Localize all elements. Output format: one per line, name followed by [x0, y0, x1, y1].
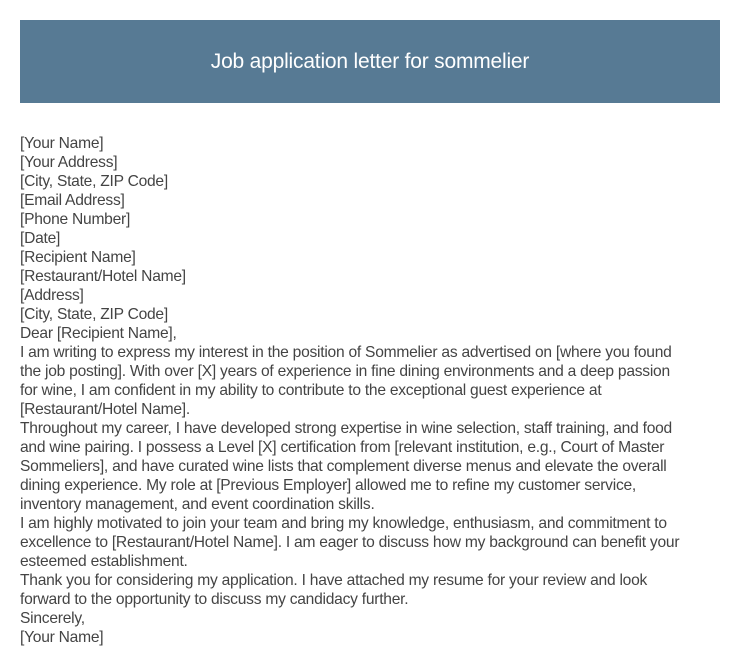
paragraph-line: dining experience. My role at [Previous Employer] allowed me to refine my customer service,	[20, 477, 636, 494]
paragraph-line: esteemed establishment.	[20, 553, 188, 570]
recipient-city-state-zip: [City, State, ZIP Code]	[20, 306, 168, 323]
recipient-block	[20, 248, 722, 324]
paragraph-line: and wine pairing. I possess a Level [X] certification from [relevant institution, e.g., Court of Master	[20, 439, 665, 456]
sender-block	[20, 134, 722, 248]
sender-city-state-zip: [City, State, ZIP Code]	[20, 173, 168, 190]
sender-email: [Email Address]	[20, 192, 125, 209]
page-header	[20, 20, 720, 103]
paragraph-line: Thank you for considering my application. I have attached my resume for your review and look	[20, 572, 648, 589]
paragraph-line: excellence to [Restaurant/Hotel Name]. I am eager to discuss how my background can benefit your	[20, 534, 680, 551]
paragraph-thanks	[20, 571, 722, 609]
paragraph-line: for wine, I am confident in my ability to contribute to the exceptional guest experience at	[20, 382, 602, 399]
paragraph-experience	[20, 419, 722, 514]
letter-body	[20, 134, 722, 647]
signature: [Your Name]	[20, 629, 104, 646]
sender-phone: [Phone Number]	[20, 211, 131, 228]
paragraph-motivation	[20, 514, 722, 571]
sender-name: [Your Name]	[20, 135, 104, 152]
recipient-name: [Recipient Name]	[20, 249, 136, 266]
letter-date: [Date]	[20, 230, 61, 247]
paragraph-line: inventory management, and event coordination skills.	[20, 496, 375, 513]
salutation: Dear [Recipient Name],	[20, 325, 177, 342]
sender-address: [Your Address]	[20, 154, 118, 171]
page-title: Job application letter for sommelier	[210, 49, 530, 73]
paragraph-line: [Restaurant/Hotel Name].	[20, 401, 190, 418]
closing: Sincerely,	[20, 610, 85, 627]
paragraph-line: the job posting]. With over [X] years of experience in fine dining environments and a deep passion	[20, 363, 670, 380]
paragraph-line: I am writing to express my interest in the position of Sommelier as advertised on [where you found	[20, 344, 672, 361]
paragraph-line: forward to the opportunity to discuss my candidacy further.	[20, 591, 409, 608]
paragraph-intro	[20, 343, 722, 419]
paragraph-line: Throughout my career, I have developed strong expertise in wine selection, staff training, and food	[20, 420, 672, 437]
paragraph-line: I am highly motivated to join your team and bring my knowledge, enthusiasm, and commitment to	[20, 515, 667, 532]
recipient-address: [Address]	[20, 287, 84, 304]
paragraph-line: Sommeliers], and have curated wine lists that complement diverse menus and elevate the overall	[20, 458, 667, 475]
recipient-company: [Restaurant/Hotel Name]	[20, 268, 186, 285]
